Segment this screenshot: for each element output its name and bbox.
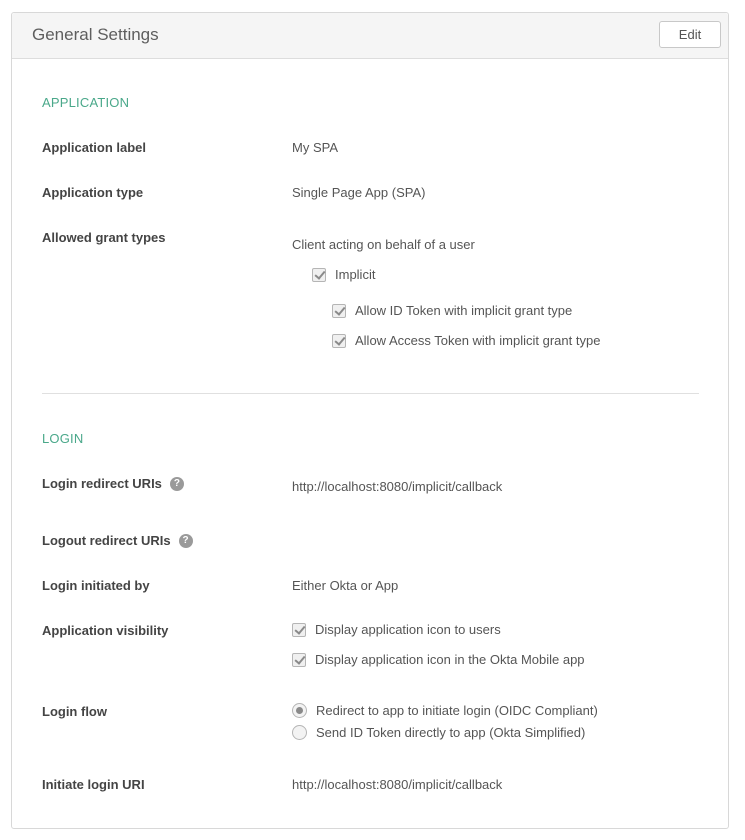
panel-title: General Settings bbox=[32, 25, 159, 44]
general-settings-panel bbox=[11, 12, 729, 829]
login-section-title: LOGIN bbox=[42, 431, 84, 446]
flow-send-label: Send ID Token directly to app (Okta Simplified) bbox=[316, 725, 586, 740]
access-token-label: Allow Access Token with implicit grant type bbox=[355, 333, 601, 348]
id-token-checkbox[interactable] bbox=[332, 304, 346, 318]
application-section-title: APPLICATION bbox=[42, 95, 130, 110]
flow-redirect-radio[interactable] bbox=[292, 703, 307, 718]
allowed-grant-types-label: Allowed grant types bbox=[42, 230, 166, 245]
initiate-login-uri-label: Initiate login URI bbox=[42, 777, 145, 792]
application-type-value: Single Page App (SPA) bbox=[292, 185, 426, 200]
visibility-mobile-checkbox[interactable] bbox=[292, 653, 306, 667]
login-redirect-uri-value: http://localhost:8080/implicit/callback bbox=[292, 479, 503, 494]
section-divider bbox=[42, 393, 699, 394]
visibility-users-checkbox[interactable] bbox=[292, 623, 306, 637]
initiate-login-uri-value: http://localhost:8080/implicit/callback bbox=[292, 777, 503, 792]
visibility-mobile-option[interactable] bbox=[292, 652, 585, 667]
logout-redirect-uris-label bbox=[42, 533, 193, 548]
flow-send-radio[interactable] bbox=[292, 725, 307, 740]
application-visibility-label: Application visibility bbox=[42, 623, 169, 638]
visibility-users-label: Display application icon to users bbox=[315, 622, 501, 637]
application-type-label: Application type bbox=[42, 185, 144, 200]
login-redirect-uris-label bbox=[42, 476, 184, 491]
application-label-label: Application label bbox=[42, 140, 147, 155]
access-token-checkbox[interactable] bbox=[332, 334, 346, 348]
grant-implicit-option[interactable] bbox=[312, 267, 375, 282]
visibility-mobile-label: Display application icon in the Okta Mobile app bbox=[315, 652, 585, 667]
grant-access-token-option[interactable] bbox=[332, 333, 600, 348]
id-token-label: Allow ID Token with implicit grant type bbox=[355, 303, 573, 318]
help-icon[interactable]: ? bbox=[179, 534, 193, 548]
edit-button[interactable]: Edit bbox=[659, 21, 721, 48]
grant-id-token-option[interactable] bbox=[332, 303, 572, 318]
flow-redirect-option[interactable] bbox=[292, 703, 598, 718]
flow-redirect-label: Redirect to app to initiate login (OIDC Compliant) bbox=[316, 703, 598, 718]
login-initiated-by-label: Login initiated by bbox=[42, 578, 150, 593]
grant-intro-text: Client acting on behalf of a user bbox=[292, 237, 475, 252]
visibility-users-option[interactable] bbox=[292, 622, 501, 637]
help-icon[interactable]: ? bbox=[170, 477, 184, 491]
login-initiated-by-value: Either Okta or App bbox=[292, 578, 399, 593]
login-flow-label: Login flow bbox=[42, 704, 107, 719]
logout-redirect-uris-text: Logout redirect URIs bbox=[42, 533, 171, 548]
login-redirect-uris-text: Login redirect URIs bbox=[42, 476, 162, 491]
implicit-checkbox[interactable] bbox=[312, 268, 326, 282]
application-label-value: My SPA bbox=[292, 140, 338, 155]
flow-send-option[interactable] bbox=[292, 725, 585, 740]
panel-header bbox=[12, 13, 728, 59]
implicit-label: Implicit bbox=[335, 267, 376, 282]
